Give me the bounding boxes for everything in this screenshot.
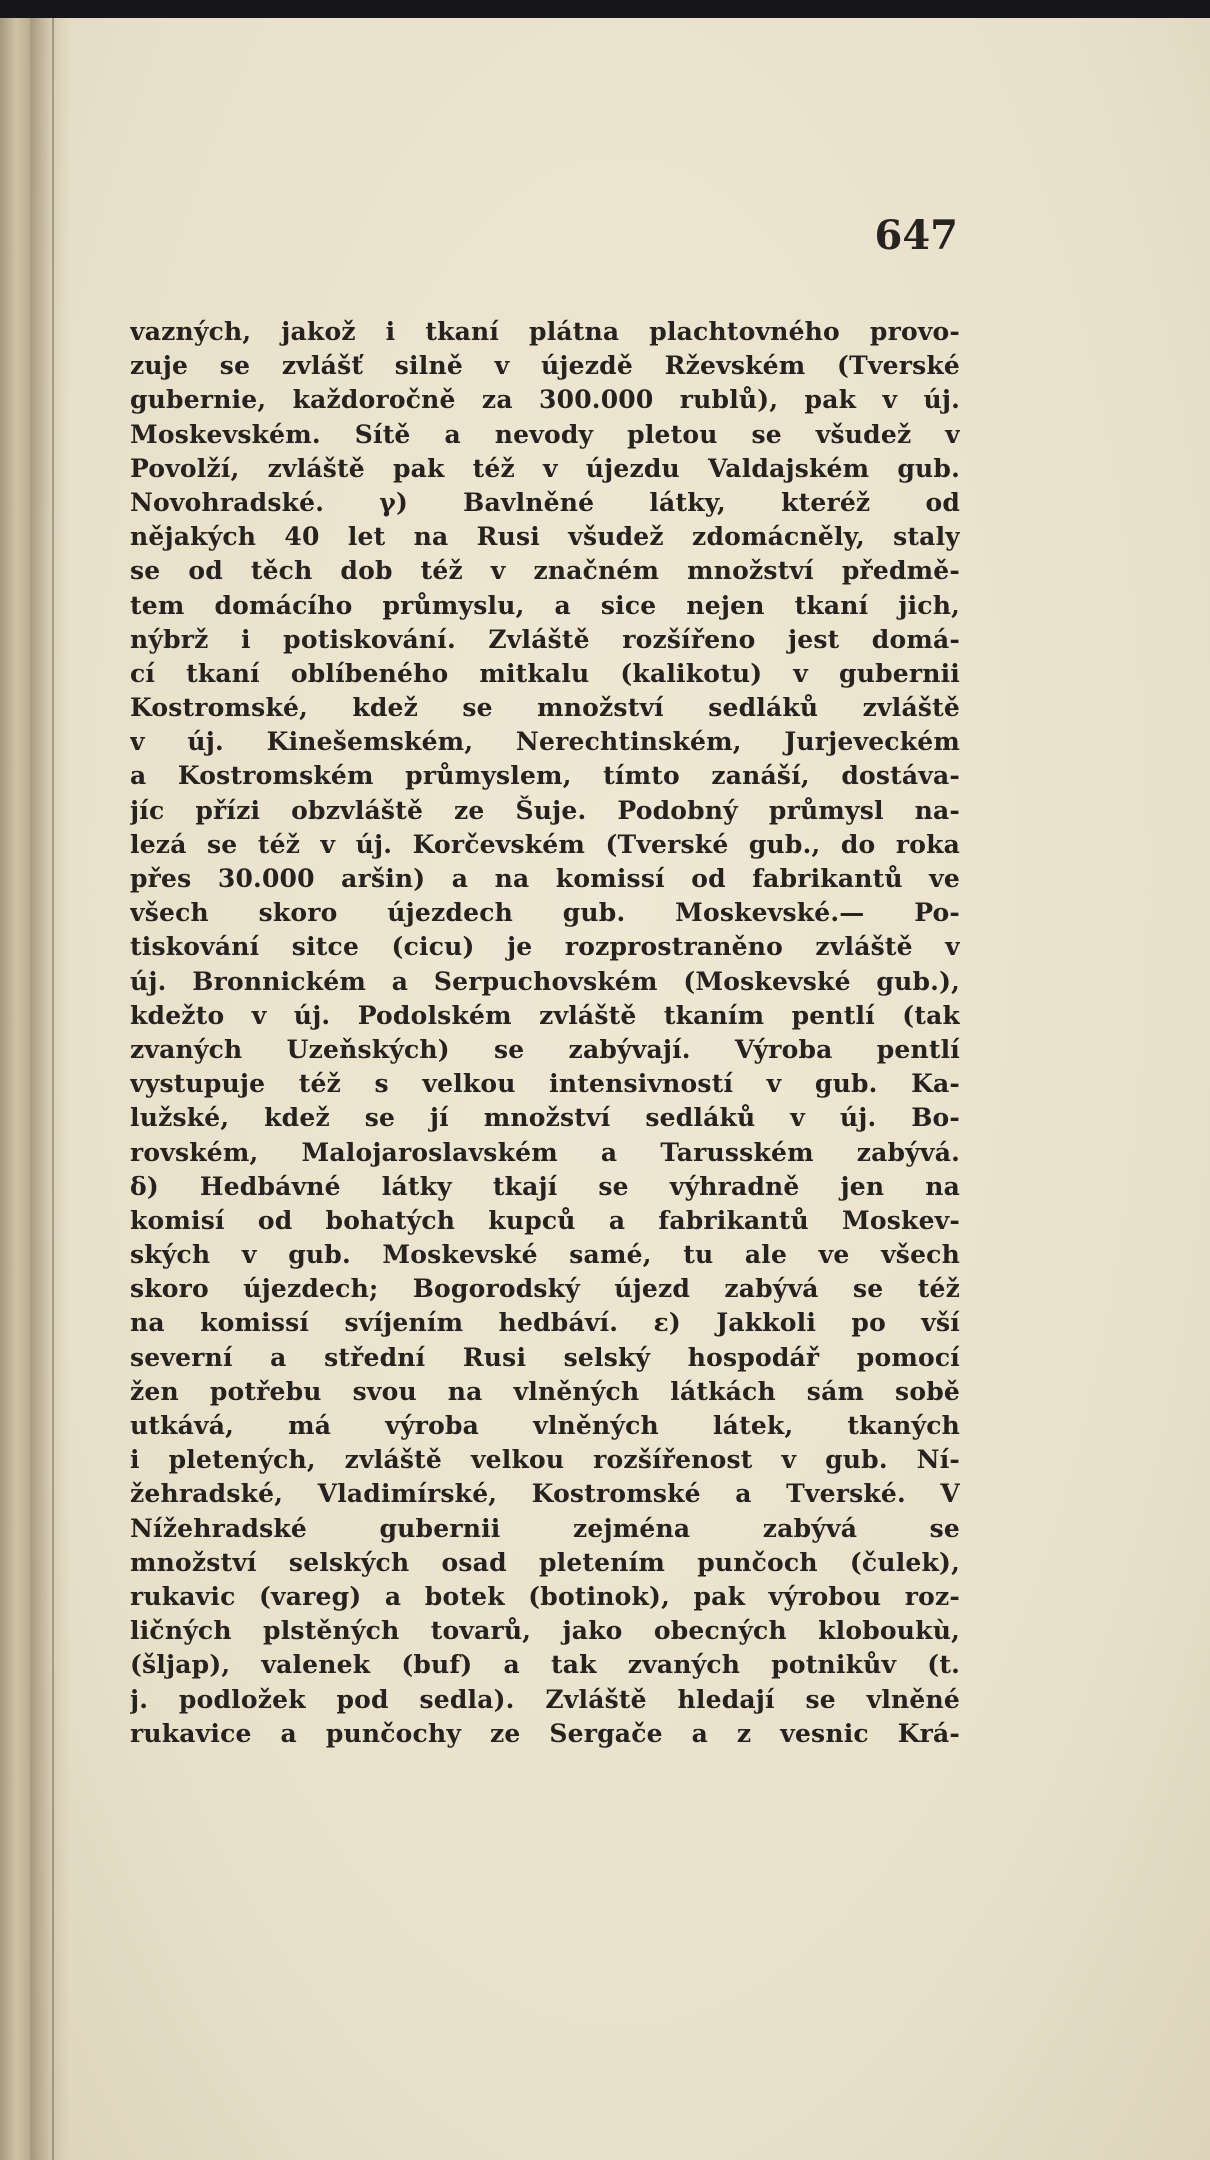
text-line: gubernie, každoročně za 300.000 rublů), pak v új. — [130, 385, 960, 415]
text-line: Nížehradské gubernii zejména zabývá se — [130, 1513, 960, 1543]
text-line: na komissí svíjením hedbáví. ε) Jakkoli po vší — [130, 1308, 960, 1338]
text-line: zuje se zvlášť silně v újezdě Rževském (Tverské — [130, 351, 960, 381]
text-line: severní a střední Rusi selský hospodář pomocí — [130, 1342, 960, 1372]
text-line: a Kostromském průmyslem, tímto zanáší, dostáva- — [130, 761, 960, 791]
adjacent-page-edge — [0, 18, 30, 2160]
text-line: žehradské, Vladimírské, Kostromské a Tverské. V — [130, 1479, 960, 1509]
text-line: rovském, Malojaroslavském a Tarusském zabývá. — [130, 1137, 960, 1167]
text-line: ličných plstěných tovarů, jako obecných kloboukù, — [130, 1616, 960, 1646]
text-line: j. podložek pod sedla). Zvláště hledají se vlněné — [130, 1684, 960, 1714]
text-line: Povolží, zvláště pak též v újezdu Valdajském gub. — [130, 453, 960, 483]
text-line: vystupuje též s velkou intensivností v gub. Ka- — [130, 1069, 960, 1099]
text-line: tem domácího průmyslu, a sice nejen tkaní jich, — [130, 590, 960, 620]
text-line: tiskování sitce (cicu) je rozprostraněno zvláště v — [130, 932, 960, 962]
text-line: vazných, jakož i tkaní plátna plachtovného provo- — [130, 317, 960, 346]
text-line: rukavic (vareg) a botek (botinok), pak výrobou roz- — [130, 1581, 960, 1611]
text-line: se od těch dob též v značném množství předmě- — [130, 556, 960, 586]
text-line: v új. Kinešemském, Nerechtinském, Jurjeveckém — [130, 727, 960, 757]
text-line: žen potřebu svou na vlněných látkách sám sobě — [130, 1376, 960, 1406]
gutter-line — [52, 18, 54, 2160]
text-line: zvaných Uzeňských) se zabývají. Výroba pentlí — [130, 1034, 960, 1064]
text-line: cí tkaní oblíbeného mitkalu (kalikotu) v gubernii — [130, 658, 960, 688]
text-line: Novohradské. γ) Bavlněné látky, kteréž od — [130, 487, 960, 517]
text-line: Kostromské, kdež se množství sedláků zvláště — [130, 693, 960, 723]
body-text — [130, 315, 960, 1751]
text-line: komisí od bohatých kupců a fabrikantů Moskev- — [130, 1205, 960, 1235]
text-line: všech skoro újezdech gub. Moskevské.— Po- — [130, 898, 960, 928]
text-line: množství selských osad pletením punčoch (čulek), — [130, 1547, 960, 1577]
text-line: lužské, kdež se jí množství sedláků v új. Bo- — [130, 1103, 960, 1133]
text-line: přes 30.000 aršin) a na komissí od fabrikantů ve — [130, 864, 960, 893]
text-line: nýbrž i potiskování. Zvláště rozšířeno jest domá- — [130, 624, 960, 654]
text-line: (šljap), valenek (buf) a tak zvaných potnikův (t. — [130, 1650, 960, 1680]
text-line: új. Bronnickém a Serpuchovském (Moskevské gub.), — [130, 966, 960, 996]
text-line: lezá se též v új. Korčevském (Tverské gub., do roka — [130, 829, 960, 859]
text-line: Moskevském. Sítě a nevody pletou se všudež v — [130, 419, 960, 449]
text-line: jíc přízi obzvláště ze Šuje. Podobný průmysl na- — [130, 795, 960, 825]
text-line: kdežto v új. Podolském zvláště tkaním pentlí (tak — [130, 1000, 960, 1030]
text-line: utkává, má výroba vlněných látek, tkaných — [130, 1411, 960, 1440]
text-line: i pletených, zvláště velkou rozšířenost v gub. Ní- — [130, 1445, 960, 1475]
text-line: skoro újezdech; Bogorodský újezd zabývá se též — [130, 1274, 960, 1304]
text-line: nějakých 40 let na Rusi všudež zdomácněly, staly — [130, 522, 960, 552]
text-line: ských v gub. Moskevské samé, tu ale ve všech — [130, 1240, 960, 1270]
gutter-shadow — [30, 18, 70, 2160]
text-line: δ) Hedbávné látky tkají se výhradně jen na — [130, 1171, 960, 1201]
page-number: 647 — [874, 212, 958, 259]
text-line: rukavice a punčochy ze Sergače a z vesnic Krá- — [130, 1718, 960, 1748]
